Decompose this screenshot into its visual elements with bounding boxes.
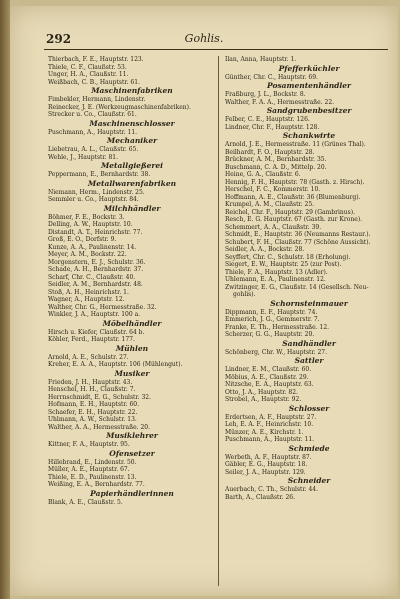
directory-entry: Groß, E. O., Dorfstr. 9. xyxy=(48,236,117,243)
directory-entry: Scharf, Chr. C., Claußstr. 40. xyxy=(48,273,136,281)
directory-entry: Thiele, C. F., Claußstr. 53. xyxy=(48,63,127,71)
directory-entry: Siegert, E. W., Hauptstr. 25 (zur Post). xyxy=(225,261,342,268)
directory-entry: Thierbach, F. E., Hauptstr. 123. xyxy=(48,56,144,63)
directory-page xyxy=(10,6,398,596)
directory-entry: Puschmann, A., Hauptstr. 11. xyxy=(48,128,138,136)
section-heading: Schneider xyxy=(287,476,331,485)
directory-entry: Herschel, F. C., Kommerstr. 10. xyxy=(225,186,321,193)
section-heading: Schmiede xyxy=(288,443,330,453)
directory-entry: Hirsch u. Kiefer, Claußstr. 64 b. xyxy=(48,328,145,336)
directory-entry: Unger, H. A., Claußstr. 11. xyxy=(48,71,129,78)
page-header xyxy=(10,32,398,48)
directory-entry: Zwitzinger, E. G., Claußstr. 14 (Gesellsch. Neu- xyxy=(225,283,369,291)
directory-entry: Kittner, F. A., Hauptstr. 95. xyxy=(48,441,130,448)
directory-entry: Schmidt, E., Hauptstr. 36 (Neumanns Restaur.). xyxy=(225,231,371,238)
directory-entry: Liebetrau, A. L., Claußstr. 65. xyxy=(48,146,139,153)
section-heading: Papierhändlerinnen xyxy=(90,488,174,498)
directory-entry: Erdertsen, A. F., Hauptstr. 27. xyxy=(225,413,317,421)
directory-entry: Semmler u. Co., Hauptstr. 84. xyxy=(48,196,139,203)
directory-entry: Walther, Chr. G., Hermesstraße. 32. xyxy=(48,303,157,311)
directory-entry: Wagner, A., Hauptstr. 12. xyxy=(48,296,125,303)
section-heading: Maschinenfabriken xyxy=(91,86,173,95)
directory-entry: Barth, A., Claußstr. 26. xyxy=(225,493,296,501)
directory-entry: Köhler, Ferd., Hauptstr. 177. xyxy=(48,336,135,343)
directory-entry: Leh, E. A. F., Heinrichstr. 10. xyxy=(225,421,314,428)
directory-entry: Strobel, A., Hauptstr. 92. xyxy=(225,396,302,403)
directory-entry: Seyffert, Chr. C., Schulstr. 18 (Erholung). xyxy=(225,253,351,261)
directory-entry: Buschmann, C. A. D., Mittelp. 20. xyxy=(225,163,327,171)
directory-entry: Seiler, J. A., Hauptstr. 129. xyxy=(225,468,306,476)
directory-entry: Ilan, Anna, Hauptstr. 1. xyxy=(225,56,297,63)
directory-entry: Thiele, E. D., Paulinenstr. 13. xyxy=(48,473,137,481)
directory-entry: Seidler, A. A., Bockstr. 28. xyxy=(225,246,305,253)
section-heading: Mechaniker xyxy=(106,136,158,145)
directory-entry: Werbeth, A. F., Hauptstr. 87. xyxy=(225,453,312,461)
section-heading: Metallwarenfabriken xyxy=(87,178,177,188)
directory-entry: Heine, G. A., Claußstr. 6. xyxy=(225,171,301,178)
directory-entry: Beilhardt, F. O., Hauptstr. 28. xyxy=(225,148,315,156)
section-heading: Schankwirte xyxy=(282,131,336,140)
directory-entry: Strecker u. Co., Claußstr. 61. xyxy=(48,111,137,118)
directory-entry: Reinecker, J. E. (Werkzeugmaschinenfabriken). xyxy=(48,103,191,111)
directory-entry: Fraßburg, J. L., Bockstr. 8. xyxy=(225,91,306,98)
section-heading: Möbelhändler xyxy=(102,318,162,328)
directory-entry: Auerbach, C. Th., Schulstr. 44. xyxy=(225,486,319,493)
directory-entry: Weißbach, C. B., Hauptstr. 61. xyxy=(48,78,140,86)
directory-entry: Krumpel, A. M., Claußstr. 25. xyxy=(225,201,315,208)
section-heading: Ofensetzer xyxy=(109,448,155,458)
directory-entry: Günther, Chr. C., Hauptstr. 69. xyxy=(225,73,318,81)
directory-entry: Emmerich, J. G., Gemmerstr. 7. xyxy=(225,316,320,323)
directory-entry: Lindner, Chr. F., Hauptstr. 128. xyxy=(225,123,320,131)
section-heading: Sattler xyxy=(294,356,324,365)
directory-entry: Delling, A. W., Hauptstr. 10. xyxy=(48,221,133,228)
section-heading: Musiker xyxy=(114,368,150,378)
directory-entry-continuation: gohlis). xyxy=(233,291,256,298)
directory-entry: Schaefer, E. H., Hauptstr. 22. xyxy=(48,408,138,416)
directory-entry: Uhlmann, A. W., Schulstr. 13. xyxy=(48,416,137,423)
directory-entry: Uhlemann, E. A., Paulinenstr. 12. xyxy=(225,276,326,283)
directory-entry: Frieden, J. H., Hauptstr. 43. xyxy=(48,378,133,386)
page-number: 292 xyxy=(46,32,72,46)
directory-entry: Meyer, A. M., Bockstr. 22. xyxy=(48,251,127,258)
directory-entry: Niemann, Herm., Lindenstr. 25. xyxy=(48,188,145,196)
directory-entry: Kunze, A. A., Paulinenstr. 14. xyxy=(48,243,137,251)
book-spine-edge xyxy=(0,0,10,599)
section-heading: Sandhändler xyxy=(282,338,336,348)
directory-entry: Schade, A. H., Bernhardstr. 37. xyxy=(48,266,144,273)
section-heading: Maschinenschlosser xyxy=(89,118,175,128)
running-head-title: Gohlis. xyxy=(184,32,224,45)
directory-entry: Otto, J. A., Hauptstr. 82. xyxy=(225,388,298,396)
directory-entry: Felber, C. E., Hauptstr. 126. xyxy=(225,116,310,123)
directory-entry: Seidler, A. M., Bernhardstr. 48. xyxy=(48,281,143,288)
section-heading: Mühlen xyxy=(115,343,149,353)
section-heading: Posamentenhändler xyxy=(267,81,351,90)
section-heading: Pfefferküchler xyxy=(278,63,340,73)
directory-entry: Morgenstern, E. J., Schulstr. 36. xyxy=(48,258,146,266)
header-rule xyxy=(44,49,388,50)
column-divider xyxy=(218,56,219,586)
directory-entry: Scherzer, G. G., Hauptstr. 20. xyxy=(225,331,315,338)
section-heading: Metallgießerei xyxy=(100,161,163,170)
directory-entry: Franke, E. Th., Hermesstraße. 12. xyxy=(225,323,330,331)
directory-entry: Hennig, F. H., Hauptstr. 78 (Gasth. z. Hirsch). xyxy=(225,178,365,186)
directory-entry: Reichel, Chr. F., Hauptstr. 29 (Gambrinus). xyxy=(225,208,355,216)
directory-entry: Schubert, F. H., Claußstr. 77 (Schöne Aussicht). xyxy=(225,238,371,246)
directory-entry: Müller, A. E., Hauptstr. 67. xyxy=(48,466,130,473)
directory-entry: Weißing, E. A., Bernhardstr. 77. xyxy=(48,481,145,488)
directory-entry: Böhmer, F. E., Bockstr. 3. xyxy=(48,213,125,221)
directory-entry: Schemmert, A. A., Claußstr. 39. xyxy=(225,223,322,231)
directory-entry: Hillebrand, E., Lindenstr. 50. xyxy=(48,458,137,466)
directory-entry: Walther, A. A., Hermesstraße. 20. xyxy=(48,423,151,431)
directory-entry: Thiele, F. A., Hauptstr. 13 (Adler). xyxy=(225,268,328,276)
right-column xyxy=(225,56,393,501)
directory-entry: Hofmann, E. H., Hauptstr. 60. xyxy=(48,401,140,408)
directory-entry: Dippmann, E. F., Hauptstr. 74. xyxy=(225,308,318,316)
directory-entry: Nitzsche, E. A., Hauptstr. 63. xyxy=(225,381,314,388)
left-column xyxy=(48,56,216,506)
directory-entry: Gäbler, E. G., Hauptstr. 18. xyxy=(225,461,308,468)
directory-entry: Lindner, E. M., Claußstr. 60. xyxy=(225,366,312,373)
directory-entry: Puschmann, A., Hauptstr. 11. xyxy=(225,436,315,443)
section-heading: Schornsteinmauer xyxy=(270,298,348,308)
directory-entry: Distandt, A. T., Heinrichstr. 77. xyxy=(48,228,143,236)
directory-entry: Fimbekler, Hermann, Lindenstr. xyxy=(48,96,146,103)
directory-entry: Münzer, A. E., Kirchstr. 1. xyxy=(225,428,304,436)
directory-entry: Resch, E. G. Hauptstr. 67 (Gasth. zur Krone). xyxy=(225,216,363,223)
directory-entry: Möbius, A. E., Claußstr. 29. xyxy=(225,373,309,381)
directory-entry: Blank, A. E., Claußstr. 5. xyxy=(48,498,123,506)
directory-entry: Kreher, E. A. A., Hauptstr. 106 (Mühlengut). xyxy=(48,361,183,368)
directory-entry: Hoffmann, A. E., Claußstr. 36 (Blumenburg). xyxy=(225,193,361,201)
directory-entry: Wehle, J., Hauptstr. 81. xyxy=(48,153,119,161)
section-heading: Musiklehrer xyxy=(106,431,158,440)
directory-entry: Stoß, A. H., Heinrichstr. 1. xyxy=(48,288,129,296)
directory-entry: Walther, F. A. A., Hermesstraße. 22. xyxy=(225,98,335,106)
directory-entry: Winkler, J. A., Hauptstr. 100 a. xyxy=(48,311,141,318)
directory-entry: Schönberg, Chr. W., Hauptstr. 27. xyxy=(225,348,328,356)
section-heading: Milchhändler xyxy=(103,203,161,213)
directory-entry: Brückner, A. M., Bernhardstr. 35. xyxy=(225,156,327,163)
directory-entry: Arnold, A. E., Schulstr. 27. xyxy=(48,353,129,361)
section-heading: Sandgrubenbesitzer xyxy=(266,106,352,115)
directory-entry: Herrnschmidt, E. G., Schulstr. 32. xyxy=(48,393,152,401)
directory-entry: Arnold, J. E., Hermesstraße. 11 (Grünes Thal). xyxy=(225,141,366,148)
directory-entry: Henschel, H. H., Claußstr. 7. xyxy=(48,386,136,393)
directory-entry: Peppermann, E., Bernhardstr. 38. xyxy=(48,171,151,178)
section-heading: Schlosser xyxy=(288,403,330,413)
